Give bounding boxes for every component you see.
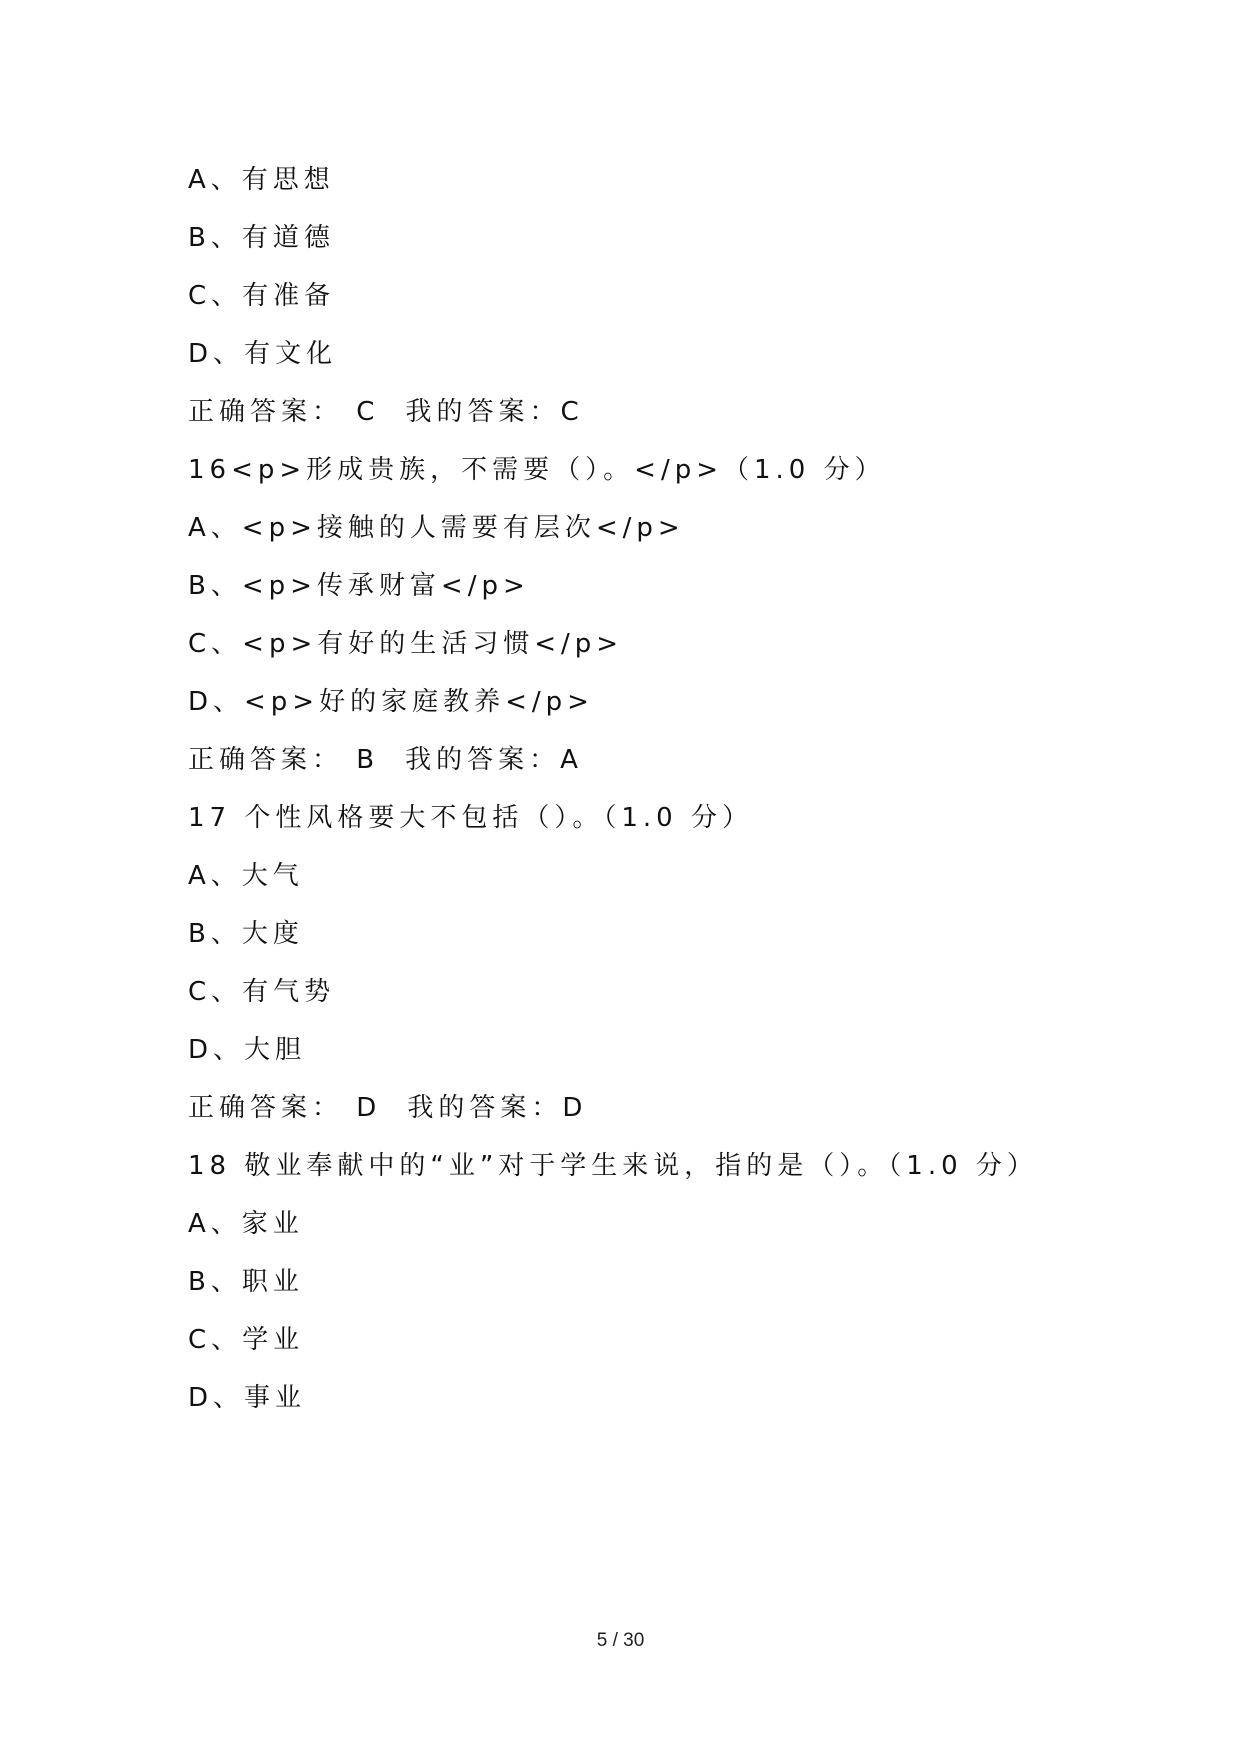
my-answer-label: 我的答案： xyxy=(405,397,561,427)
q16-option-d: D、<p>好的家庭教养</p> xyxy=(188,687,594,717)
q18-question: 18 敬业奉献中的“业”对于学生来说，指的是（）。（1.0 分） xyxy=(188,1151,1038,1181)
my-answer-value: D xyxy=(562,1093,588,1123)
correct-answer-label: 正确答案： xyxy=(188,397,344,427)
q15-option-c: C、有准备 xyxy=(188,281,336,311)
q17-question: 17 个性风格要大不包括（）。（1.0 分） xyxy=(188,803,753,833)
correct-answer-label: 正确答案： xyxy=(188,745,344,775)
q15-option-d: D、有文化 xyxy=(188,339,338,369)
q18-option-b: B、职业 xyxy=(188,1267,304,1297)
correct-answer-value: C xyxy=(356,397,380,427)
q16-option-b: B、<p>传承财富</p> xyxy=(188,571,530,601)
my-answer-label: 我的答案： xyxy=(405,745,561,775)
q18-option-a: A、家业 xyxy=(188,1209,304,1239)
q15-answer-line xyxy=(188,396,584,428)
q17-option-b: B、大度 xyxy=(188,919,304,949)
q15-option-a: A、有思想 xyxy=(188,165,335,195)
q16-option-c: C、<p>有好的生活习惯</p> xyxy=(188,629,624,659)
my-answer-label: 我的答案： xyxy=(407,1093,563,1123)
my-answer-value: A xyxy=(560,745,583,775)
q16-question: 16<p>形成贵族，不需要（）。</p>（1.0 分） xyxy=(188,455,886,485)
q16-option-a: A、<p>接触的人需要有层次</p> xyxy=(188,513,685,543)
my-answer-value: C xyxy=(560,397,584,427)
correct-answer-value: D xyxy=(356,1093,382,1123)
q18-option-c: C、学业 xyxy=(188,1325,305,1355)
page-number: 5 / 30 xyxy=(596,1630,645,1651)
q17-option-c: C、有气势 xyxy=(188,977,336,1007)
correct-answer-label: 正确答案： xyxy=(188,1093,344,1123)
q17-option-d: D、大胆 xyxy=(188,1035,307,1065)
q16-answer-line xyxy=(188,744,583,776)
q17-option-a: A、大气 xyxy=(188,861,304,891)
q18-option-d: D、事业 xyxy=(188,1383,307,1413)
q17-answer-line xyxy=(188,1092,587,1124)
correct-answer-value: B xyxy=(356,745,380,775)
q15-option-b: B、有道德 xyxy=(188,223,335,253)
